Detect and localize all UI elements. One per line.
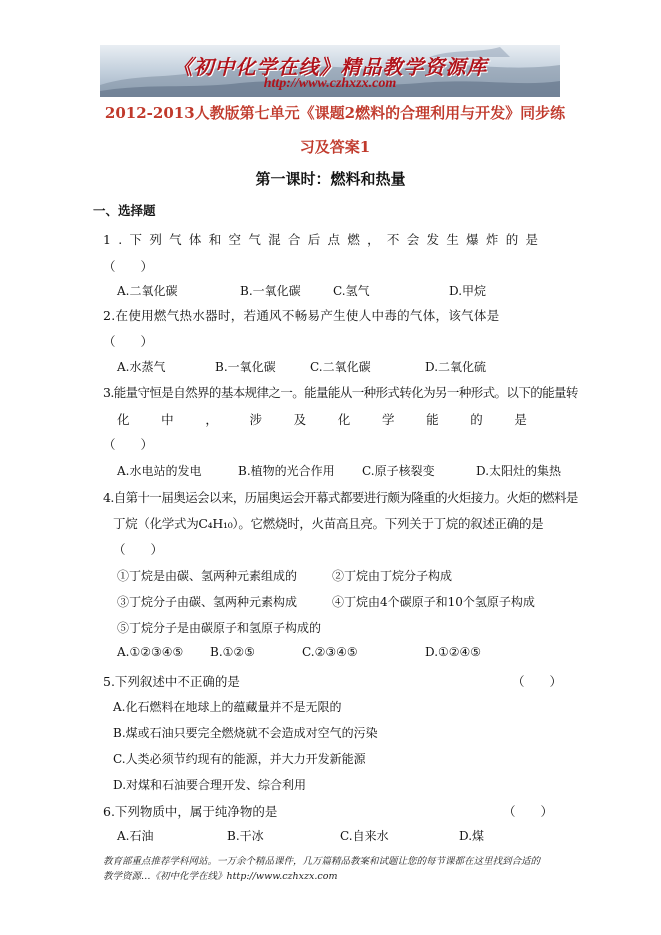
- question-3-stem-continued: [117, 410, 527, 428]
- question-6-option-d: D.煤: [459, 829, 485, 843]
- question-5-option-a: A.化石燃料在地球上的蕴藏量并不是无限的: [113, 700, 342, 714]
- q3-char: 化: [117, 412, 130, 427]
- question-3-option-b: B.植物的光合作用: [238, 464, 335, 478]
- question-4-statement-5: ⑤丁烷分子是由碳原子和氢原子构成的: [117, 621, 322, 635]
- question-1-option-a: A.二氧化碳: [117, 284, 178, 298]
- document-title-line2: 习及答案1: [299, 138, 371, 156]
- question-5-option-c: C.人类必须节约现有的能源，并大力开发新能源: [113, 752, 366, 766]
- question-2-answer-blank: （ ）: [103, 334, 154, 349]
- footer-line-1: 教育部重点推荐学科网站。一万余个精品课件，几万篇精品教案和试题让您的每节课都在这里找到合适的: [103, 856, 541, 867]
- question-4-option-a: A.①②③④⑤: [117, 645, 184, 659]
- question-4-option-b: B.①②⑤: [210, 645, 255, 659]
- banner-title: 《初中化学在线》精品教学资源库: [172, 55, 488, 79]
- lesson-heading: 第一课时：燃料和热量: [255, 170, 406, 188]
- q3-char: 能: [426, 412, 439, 427]
- question-6-option-b: B.干冰: [227, 829, 264, 843]
- q3-char: 学: [381, 412, 395, 427]
- question-6-answer-blank: （ ）: [503, 804, 554, 819]
- q3-char: 中: [161, 412, 174, 427]
- header-banner: [100, 45, 560, 97]
- question-4-statement-3: ③丁烷分子由碳、氢两种元素构成: [117, 595, 298, 609]
- question-5-stem: 5.下列叙述中不正确的是: [103, 674, 240, 689]
- question-4-statement-4: ④丁烷由4个碳原子和10个氢原子构成: [332, 595, 535, 609]
- question-6-stem: 6.下列物质中，属于纯净物的是: [103, 804, 278, 819]
- question-4-stem: 4.自第十一届奥运会以来，历届奥运会开幕式都要进行颇为隆重的火炬接力。火炬的燃料是: [103, 490, 578, 505]
- q3-char: ，: [205, 412, 218, 427]
- question-4-stem-continued: 丁烷（化学式为C₄H₁₀）。它燃烧时，火苗高且亮。下列关于丁烷的叙述正确的是: [113, 516, 544, 531]
- question-2-option-c: C.二氧化碳: [310, 360, 371, 374]
- footer-line-2: 教学资源…《初中化学在线》http://www.czhxzx.com: [103, 871, 338, 882]
- question-6-option-a: A.石油: [117, 829, 154, 843]
- q3-char: 及: [293, 412, 307, 427]
- question-1-option-b: B.一氧化碳: [240, 284, 301, 298]
- document-title-line1: 2012-2013人教版第七单元《课题2燃料的合理利用与开发》同步练: [104, 104, 566, 122]
- question-4-option-c: C.②③④⑤: [302, 645, 358, 659]
- question-1-stem: 1.下列气体和空气混合后点燃，不会发生爆炸的是: [103, 232, 546, 247]
- question-2-option-a: A.水蒸气: [117, 360, 166, 374]
- question-5-option-b: B.煤或石油只要完全燃烧就不会造成对空气的污染: [113, 726, 378, 740]
- question-1-option-d: D.甲烷: [449, 284, 487, 298]
- banner-url[interactable]: http://www.czhxzx.com: [263, 76, 397, 91]
- section-heading: 一、选择题: [93, 203, 156, 218]
- question-1-answer-blank: （ ）: [103, 259, 154, 274]
- question-6-option-c: C.自来水: [340, 829, 389, 843]
- question-3-option-d: D.太阳灶的集热: [476, 464, 562, 478]
- question-4-answer-blank: （ ）: [113, 542, 164, 557]
- question-5-answer-blank: （ ）: [512, 674, 563, 689]
- question-4-option-d: D.①②④⑤: [425, 645, 482, 659]
- question-3-answer-blank: （ ）: [103, 437, 154, 452]
- question-3-option-c: C.原子核裂变: [362, 464, 435, 478]
- q3-char: 的: [470, 412, 483, 427]
- question-2-option-b: B.一氧化碳: [215, 360, 276, 374]
- question-1-option-c: C.氢气: [333, 284, 370, 298]
- question-4-statement-1: ①丁烷是由碳、氢两种元素组成的: [117, 569, 298, 583]
- question-3-stem: 3.能量守恒是自然界的基本规律之一。能量能从一种形式转化为另一种形式。以下的能量转: [103, 385, 578, 400]
- question-5-option-d: D.对煤和石油要合理开发、综合利用: [113, 778, 307, 792]
- q3-char: 是: [514, 412, 527, 427]
- question-3-option-a: A.水电站的发电: [117, 464, 202, 478]
- question-2-stem: 2.在使用燃气热水器时，若通风不畅易产生使人中毒的气体，该气体是: [103, 308, 500, 323]
- q3-char: 涉: [249, 412, 262, 427]
- question-2-option-d: D.二氧化硫: [425, 360, 487, 374]
- question-4-statement-2: ②丁烷由丁烷分子构成: [332, 569, 453, 583]
- q3-char: 化: [337, 412, 351, 427]
